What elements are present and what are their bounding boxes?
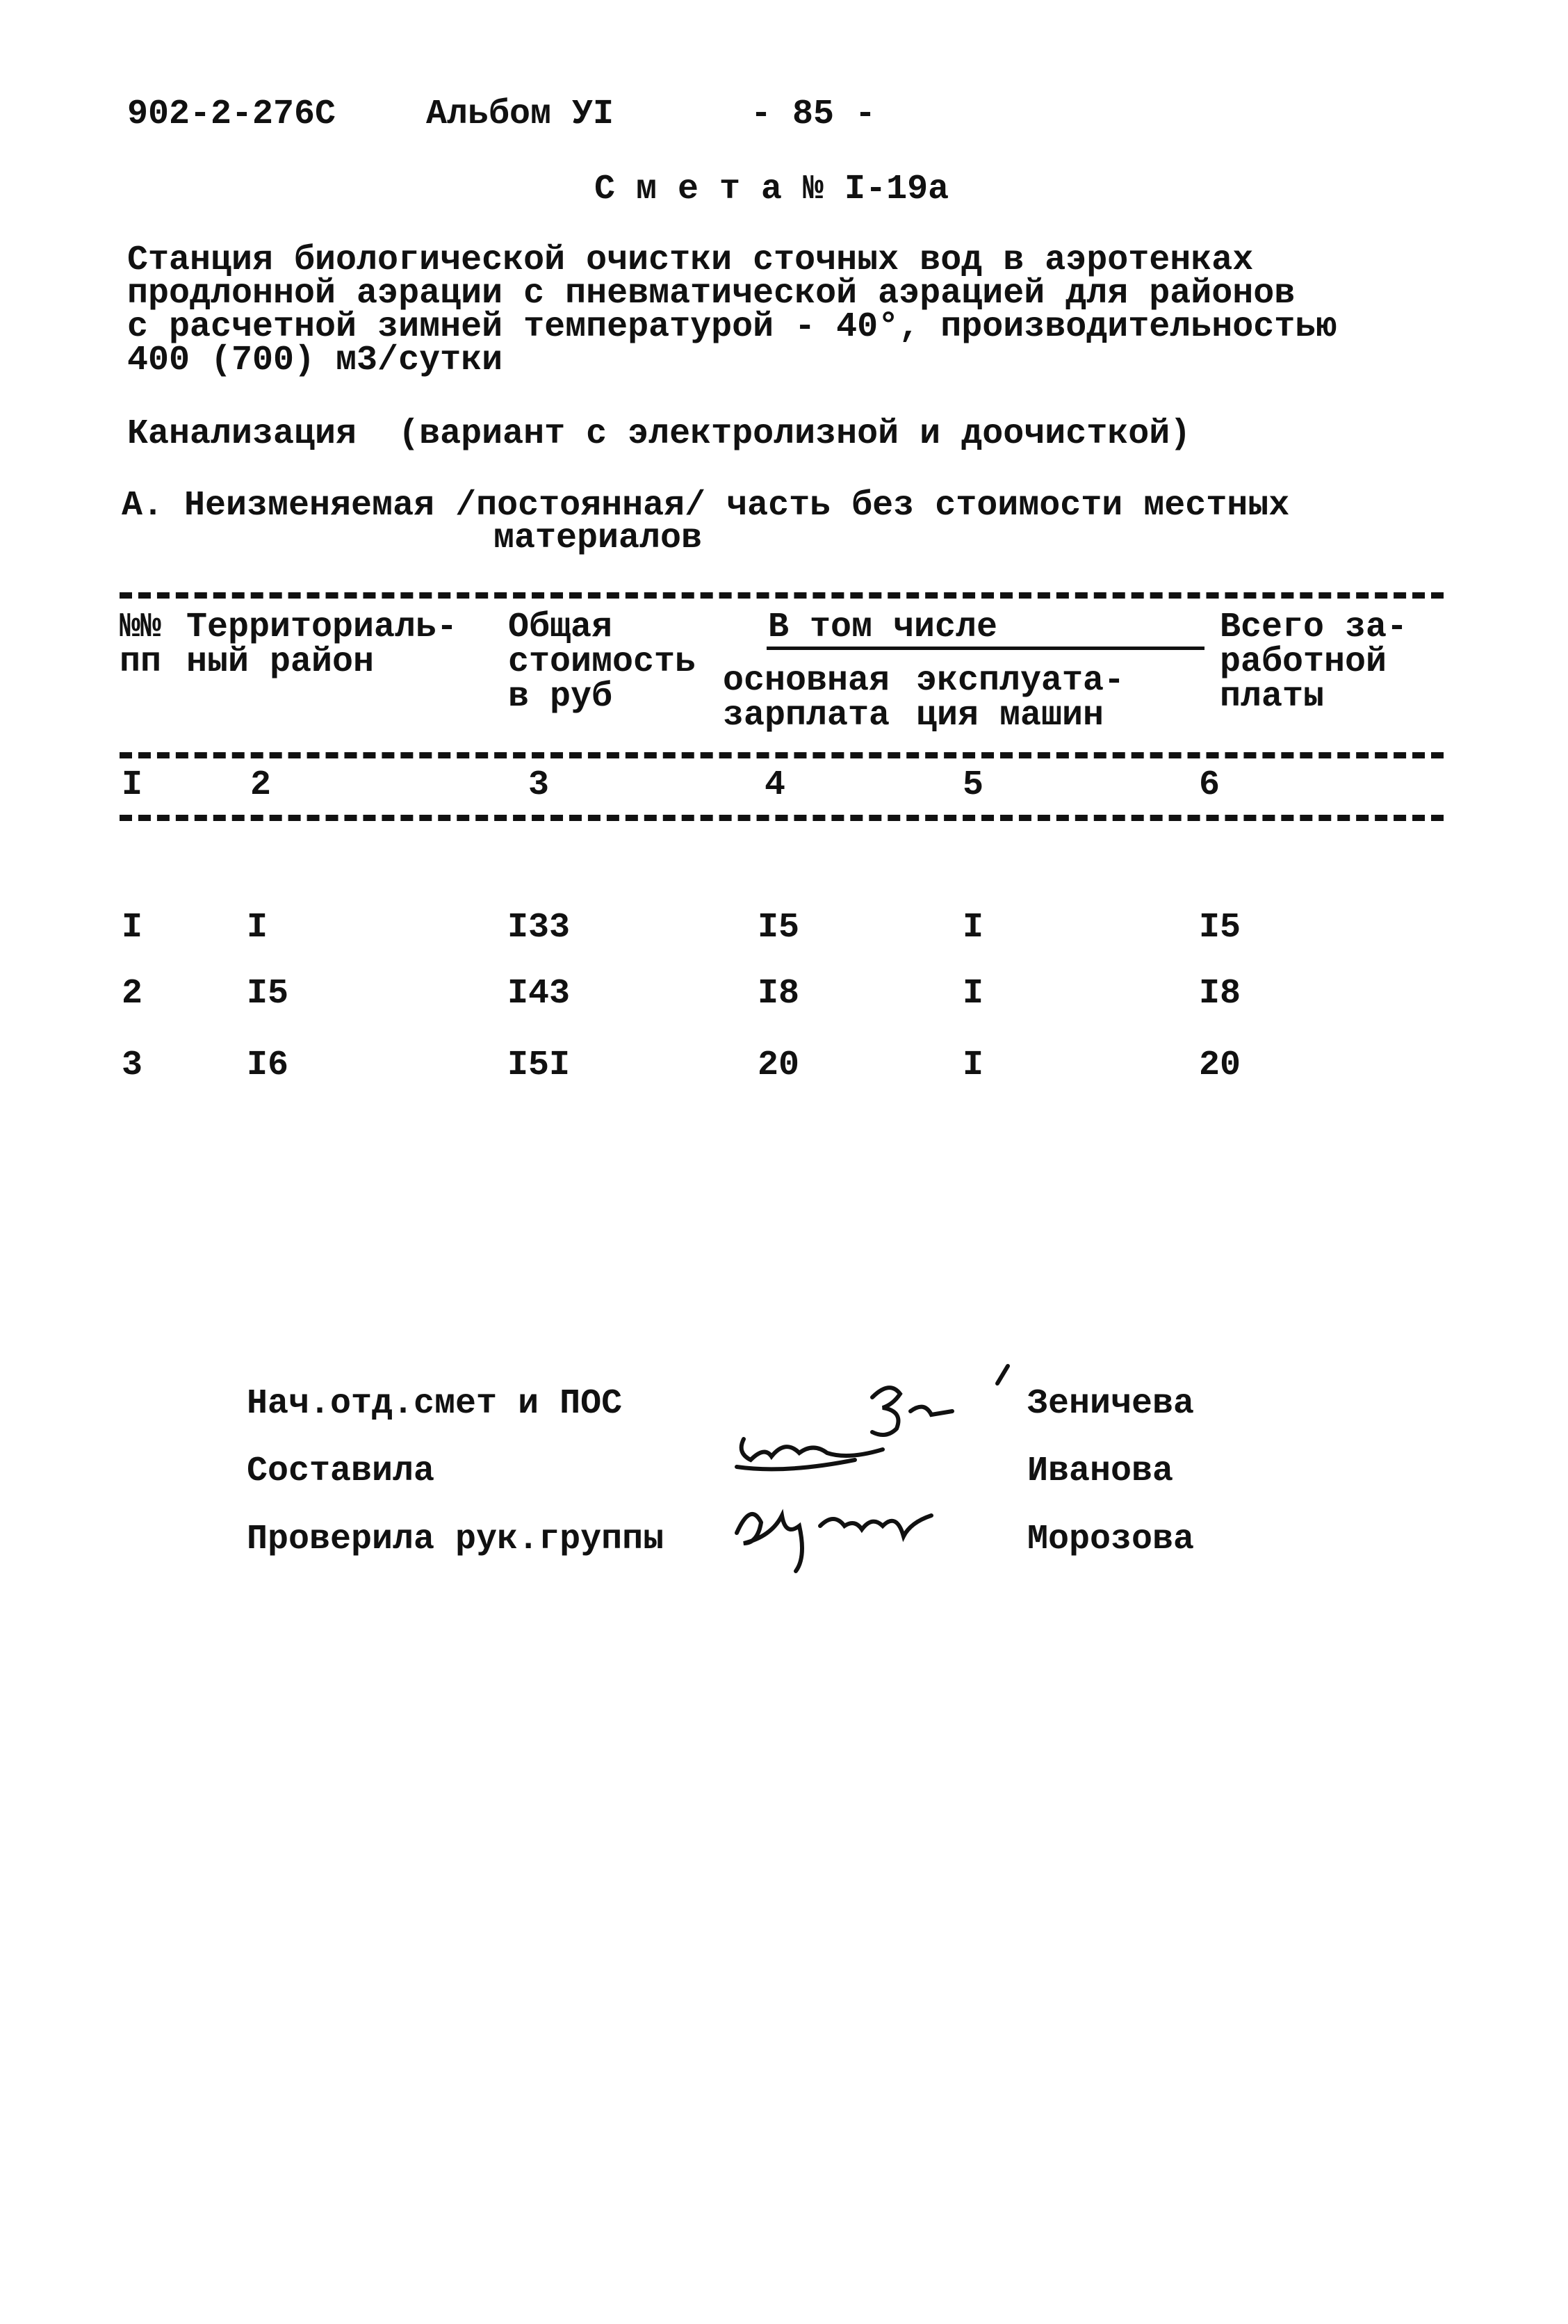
part-heading-cont: материалов [493,519,703,558]
header-machines: эксплуата- ция машин [916,661,1125,736]
document-code: 902-2-276С [127,95,336,134]
table-cell: 2 [122,974,143,1014]
document-title: С м е т а № I-19а [594,170,949,209]
description-line: Станция биологической очистки сточных вод в аэротенках [127,241,1254,280]
header-including: В том числе [768,608,998,647]
table-cell: I5 [1199,908,1241,948]
album-label: Альбом УI [426,95,614,134]
description-line: 400 (700) м3/сутки [127,341,503,380]
signature-name: Зеничева [1027,1384,1195,1424]
signature-role: Нач.отд.смет и ПОС [247,1384,623,1424]
header-base-wage: основная зарплата [723,661,890,736]
table-cell: I [247,908,268,948]
table-cell: I5 [247,974,289,1014]
table-cell: I8 [758,974,800,1014]
header-total-wage: Всего за- работной платы [1220,608,1408,717]
table-cell: I5I [507,1046,571,1085]
column-number: 6 [1199,765,1220,805]
section-heading: Канализация (вариант с электролизной и доочисткой) [127,414,1191,454]
handwritten-signatures [723,1363,1029,1585]
table-rule [120,752,1444,758]
header-total-cost: Общая стоимость в руб [508,608,696,717]
table-cell: I [963,1046,984,1085]
table-cell: I8 [1199,974,1241,1014]
header-region: Территориаль- ный район [186,608,458,682]
table-cell: I43 [507,974,571,1014]
column-number: 3 [528,765,550,805]
header-num: №№ пп [120,608,162,682]
table-cell: I33 [507,908,571,948]
description-line: продлонной аэрации с пневматической аэрацией для районов [127,274,1296,314]
table-cell: I5 [758,908,800,948]
page-number: - 85 - [751,95,876,134]
table-cell: I6 [247,1046,289,1085]
description-line: с расчетной зимней температурой - 40°, производительностью [127,307,1337,347]
column-number: 5 [963,765,984,805]
column-number: I [122,765,143,805]
table-rule-top [120,592,1444,599]
column-number: 2 [250,765,272,805]
table-cell: I [963,974,984,1014]
table-cell: 20 [1199,1046,1241,1085]
part-heading: А. Неизменяемая /постоянная/ часть без стоимости местных [122,486,1290,526]
including-underline [767,647,1204,650]
table-cell: I [122,908,143,948]
column-number: 4 [765,765,786,805]
table-cell: 3 [122,1046,143,1085]
table-rule [120,815,1444,821]
table-cell: 20 [758,1046,800,1085]
signature-role: Проверила рук.группы [247,1520,664,1559]
table-cell: I [963,908,984,948]
signature-name: Иванова [1027,1452,1174,1491]
signature-role: Составила [247,1452,435,1491]
signature-name: Морозова [1027,1520,1195,1559]
